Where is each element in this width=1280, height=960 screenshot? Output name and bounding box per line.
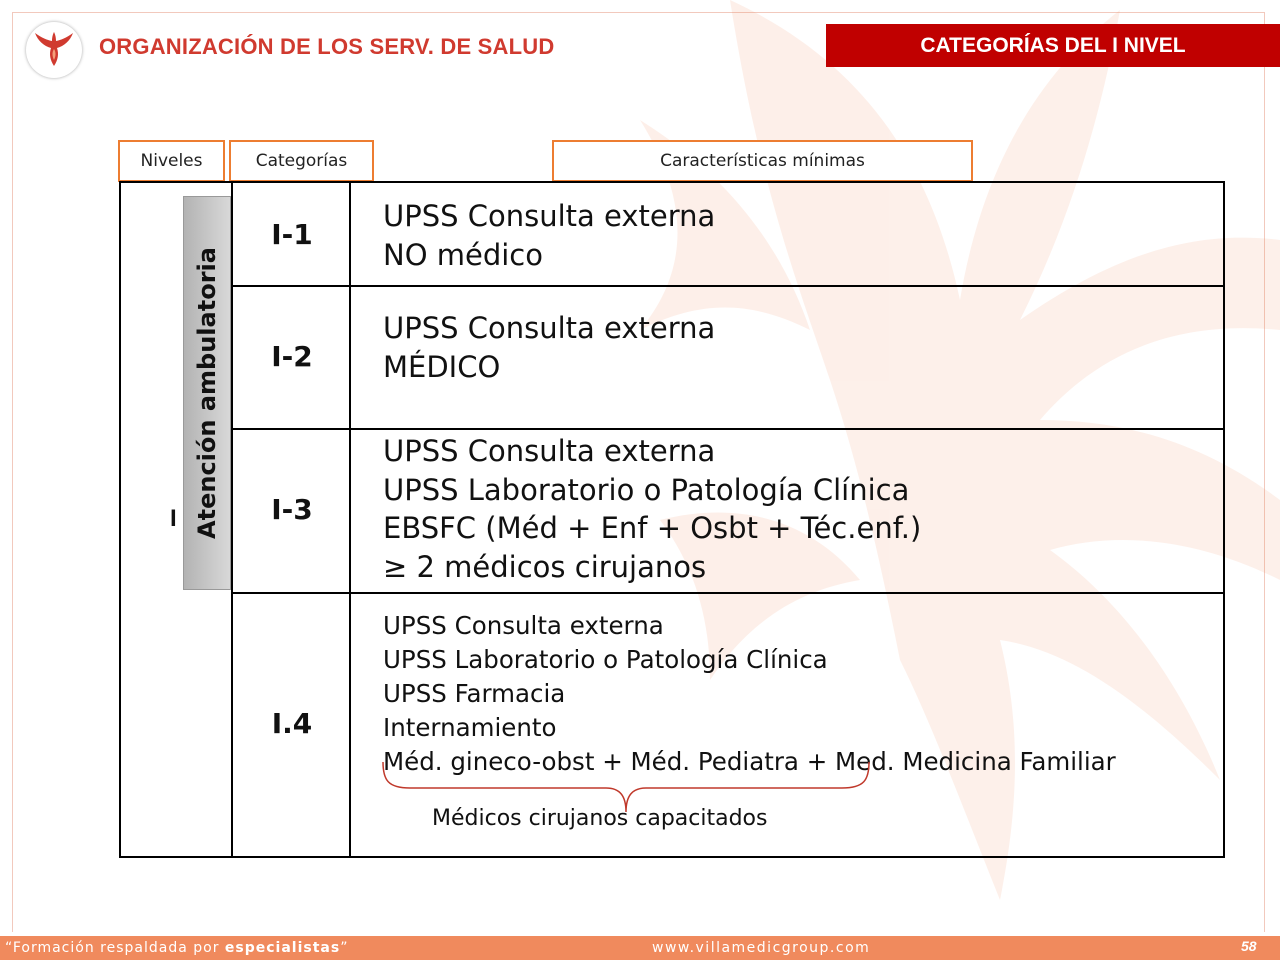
description-line: MÉDICO (383, 349, 501, 384)
table-row-divider (231, 285, 1225, 287)
category-code: I.4 (271, 707, 313, 740)
logo (26, 22, 82, 78)
description-line: EBSFC (Méd + Enf + Osbt + Téc.enf.) (383, 511, 922, 545)
footer-slogan-suffix: ” (340, 940, 349, 956)
footer-slogan (5, 940, 348, 956)
description-line: UPSS Laboratorio o Patología Clínica (383, 472, 910, 507)
page-number: 58 (1241, 938, 1257, 954)
category-code: I-2 (271, 340, 313, 373)
description-line: Méd. gineco-obst + Méd. Pediatra + Med. Medicina Familiar (383, 747, 1116, 776)
brace-note: Médicos cirujanos capacitados (432, 806, 768, 831)
description-line: UPSS Consulta externa (383, 199, 716, 233)
description-line: UPSS Consulta externa (383, 434, 716, 468)
description-line: Internamiento (383, 713, 557, 742)
footer-website[interactable]: www.villamedicgroup.com (652, 940, 871, 956)
category-description (383, 432, 921, 586)
category-description (383, 309, 715, 386)
description-line: UPSS Laboratorio o Patología Clínica (383, 645, 828, 674)
section-badge: CATEGORÍAS DEL I NIVEL (826, 24, 1280, 67)
description-line: NO médico (383, 237, 543, 272)
table-row-divider (231, 592, 1225, 594)
category-code: I-1 (271, 218, 313, 251)
description-line: UPSS Consulta externa (383, 611, 664, 640)
level-label: I (170, 505, 177, 532)
description-line: UPSS Farmacia (383, 679, 566, 708)
column-label-caracteristicas: Características mínimas (552, 140, 973, 182)
description-line: UPSS Consulta externa (383, 311, 716, 345)
category-code: I-3 (271, 493, 313, 526)
page-title: ORGANIZACIÓN DE LOS SERV. DE SALUD (99, 34, 555, 59)
description-line: ≥ 2 médicos cirujanos (383, 549, 707, 584)
category-description (383, 197, 715, 274)
footer-slogan-bold: especialistas (224, 940, 341, 956)
category-description (383, 609, 1116, 779)
phoenix-logo-icon (32, 30, 76, 70)
table-row-divider (231, 428, 1225, 430)
footer-slogan-prefix: “Formación respaldada por (5, 940, 225, 956)
frame-border-left (12, 12, 13, 932)
care-type-label: Atención ambulatoria (193, 247, 221, 539)
column-label-categorias: Categorías (229, 140, 374, 182)
column-label-niveles: Niveles (118, 140, 225, 182)
